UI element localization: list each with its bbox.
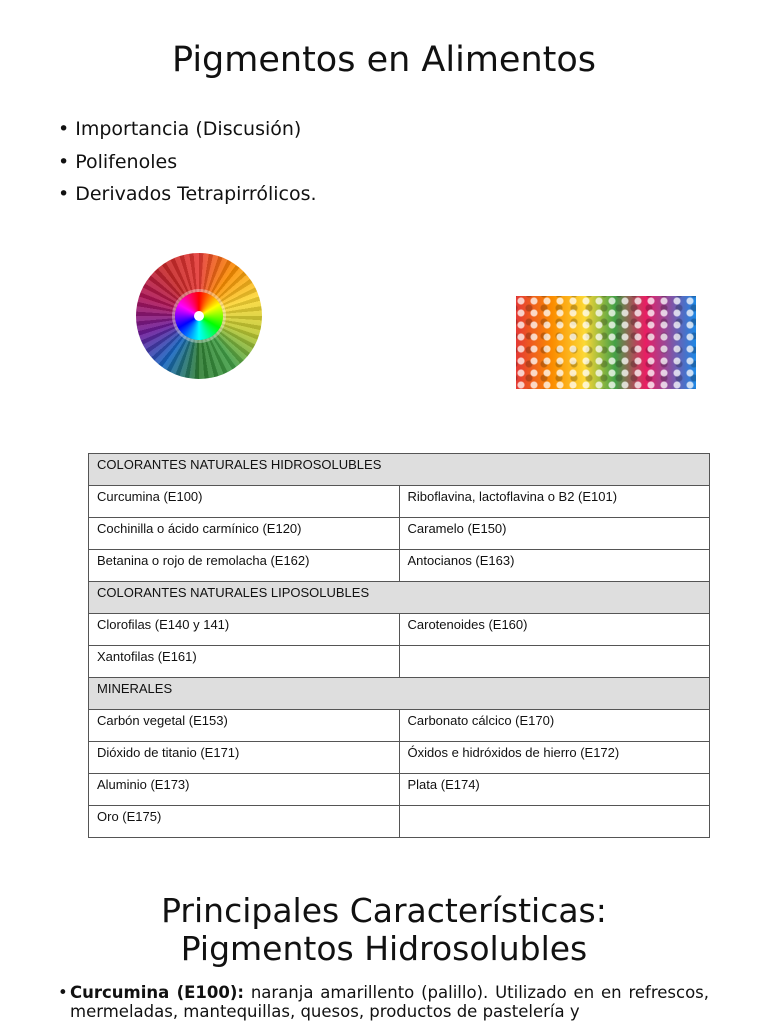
bullet-item: • Derivados Tetrapirrólicos. bbox=[58, 181, 317, 214]
table-cell: Carbón vegetal (E153) bbox=[89, 710, 400, 742]
table-cell: Oro (E175) bbox=[89, 806, 400, 838]
table-row bbox=[89, 806, 710, 838]
table-cell: Aluminio (E173) bbox=[89, 774, 400, 806]
table-row bbox=[89, 774, 710, 806]
table-cell: Caramelo (E150) bbox=[399, 518, 710, 550]
table-section-row bbox=[89, 582, 710, 614]
table-cell: Dióxido de titanio (E171) bbox=[89, 742, 400, 774]
wheel-hub bbox=[194, 311, 204, 321]
table-section-row bbox=[89, 678, 710, 710]
paragraph-content bbox=[58, 983, 709, 1021]
table-row bbox=[89, 710, 710, 742]
colored-candies-image bbox=[516, 296, 696, 389]
curcumina-paragraph bbox=[58, 983, 709, 1021]
table-cell: Antocianos (E163) bbox=[399, 550, 710, 582]
table-cell bbox=[399, 646, 710, 678]
table-cell: Riboflavina, lactoflavina o B2 (E101) bbox=[399, 486, 710, 518]
table-section-header: COLORANTES NATURALES LIPOSOLUBLES bbox=[89, 582, 710, 614]
table-cell: Carotenoides (E160) bbox=[399, 614, 710, 646]
section-heading bbox=[0, 892, 768, 968]
table-row bbox=[89, 486, 710, 518]
table-cell: Óxidos e hidróxidos de hierro (E172) bbox=[399, 742, 710, 774]
table-cell: Curcumina (E100) bbox=[89, 486, 400, 518]
table-cell: Clorofilas (E140 y 141) bbox=[89, 614, 400, 646]
paragraph-text: naranja amarillento (palillo). Utilizado en en refrescos, mermeladas, mantequillas, quesos, productos de pastelería y bbox=[70, 983, 710, 1021]
colorants-table bbox=[88, 453, 710, 838]
bullet-item: • Polifenoles bbox=[58, 149, 317, 182]
slide-title: Pigmentos en Alimentos bbox=[172, 40, 596, 80]
paragraph-bullet: • bbox=[58, 983, 68, 1002]
table-row bbox=[89, 550, 710, 582]
table-cell: Plata (E174) bbox=[399, 774, 710, 806]
section-heading-line-1: Principales Características: bbox=[161, 891, 607, 930]
paragraph-term: Curcumina (E100): bbox=[70, 983, 244, 1002]
table-section-header: COLORANTES NATURALES HIDROSOLUBLES bbox=[89, 454, 710, 486]
food-color-wheel-image bbox=[136, 253, 262, 379]
table-row bbox=[89, 518, 710, 550]
bullet-list bbox=[58, 116, 317, 214]
table-cell: Carbonato cálcico (E170) bbox=[399, 710, 710, 742]
table-row bbox=[89, 614, 710, 646]
table-cell: Cochinilla o ácido carmínico (E120) bbox=[89, 518, 400, 550]
section-heading-line-2: Pigmentos Hidrosolubles bbox=[180, 929, 588, 968]
table-section-row bbox=[89, 454, 710, 486]
colorants-table-body bbox=[89, 454, 710, 838]
table-section-header: MINERALES bbox=[89, 678, 710, 710]
table-row bbox=[89, 742, 710, 774]
candy-texture bbox=[516, 296, 696, 389]
table-cell: Xantofilas (E161) bbox=[89, 646, 400, 678]
table-cell bbox=[399, 806, 710, 838]
bullet-item: • Importancia (Discusión) bbox=[58, 116, 317, 149]
table-row bbox=[89, 646, 710, 678]
table-cell: Betanina o rojo de remolacha (E162) bbox=[89, 550, 400, 582]
